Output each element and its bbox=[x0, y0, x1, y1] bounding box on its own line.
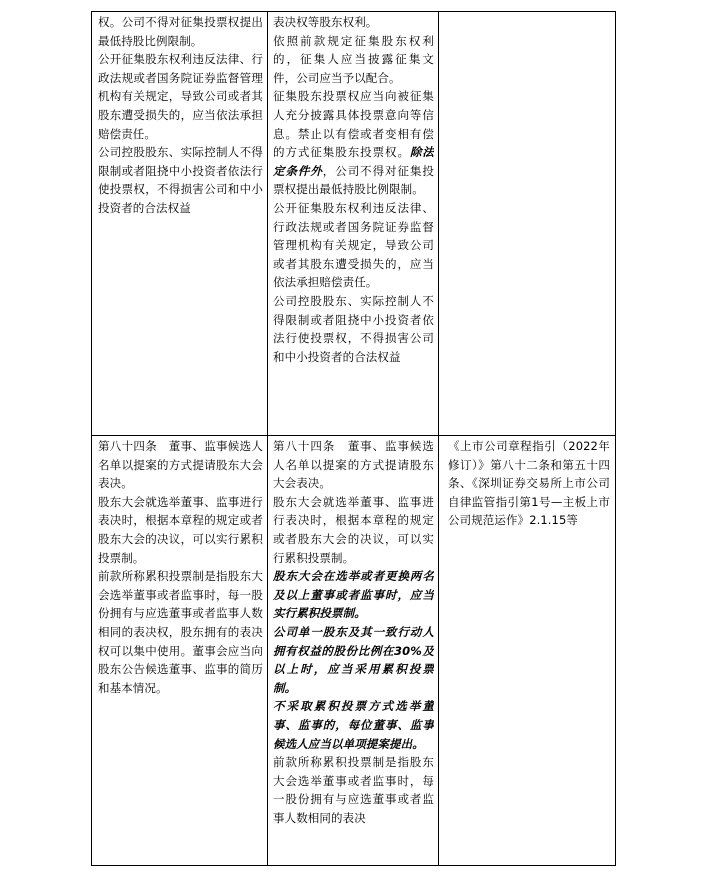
row1-revised-para-2: 依照前款规定征集股东权利的，征集人应当披露征集文件，公司应当予以配合。 bbox=[273, 33, 434, 85]
row2-revised-para-3: 股东大会在选举或者更换两名及以上董事或者监事时，应当实行累积投票制。 bbox=[273, 569, 434, 621]
row1-revised-para-3 bbox=[273, 87, 434, 199]
row1-basis-cell bbox=[444, 13, 610, 433]
row1-revised-para-1: 表决权等股东权利。 bbox=[273, 15, 378, 29]
column-divider-2 bbox=[438, 12, 439, 865]
row2-basis-para-1: 《上市公司章程指引（2022年修订）》第八十二条和第五十四条、《深圳证券交易所上市公司自律监管指引第1号—主板上市公司规范运作》2.1.15等 bbox=[448, 439, 610, 528]
row1-original-para-2: 公开征集股东权利违反法律、行政法规或者国务院证券监督管理机构有关规定，导致公司或者其股东遭受损失的，应当依法承担赔偿责任。 bbox=[98, 52, 263, 141]
row2-original-para-3: 前款所称累积投票制是指股东大会选举董事或者监事时，每一股份拥有与应选董事或者监事人数相同的表决权，股东拥有的表决权可以集中使用。董事会应当向股东公告候选董事、监事的简历和基本情况。 bbox=[98, 569, 263, 695]
row2-original-para-1: 第八十四条 董事、监事候选人名单以提案的方式提请股东大会表决。 bbox=[98, 439, 263, 491]
row1-revised-cell bbox=[273, 13, 434, 433]
row1-revised-para-3-text-b: ，公司不得对征集投票权提出最低持股比例限制。 bbox=[273, 163, 434, 197]
row1-original-cell bbox=[98, 13, 263, 433]
row-divider bbox=[92, 435, 615, 436]
column-divider-1 bbox=[267, 12, 268, 865]
row1-revised-para-4: 公开征集股东权利违反法律、行政法规或者国务院证券监督管理机构有关规定，导致公司或者其股东遭受损失的，应当依法承担赔偿责任。 bbox=[273, 200, 434, 290]
row2-original-cell bbox=[98, 437, 263, 865]
row2-revised-cell bbox=[273, 437, 434, 865]
row1-revised-para-5: 公司控股股东、实际控制人不得限制或者阻挠中小投资者依法行使投票权，不得损害公司和中小投资者的合法权益 bbox=[273, 293, 434, 364]
row2-revised-para-4: 公司单一股东及其一致行动人拥有权益的股份比例在30%及以上时，应当采用累积投票制。 bbox=[273, 624, 434, 695]
row2-revised-para-6: 前款所称累积投票制是指股东大会选举董事或者监事时，每一股份拥有与应选董事或者监事人数相同的表决 bbox=[273, 755, 434, 825]
row1-revised-para-3-text-a: 征集股东投票权应当向被征集人充分披露具体投票意向等信息。禁止以有偿或者变相有偿的方式征集股东投票权。 bbox=[273, 89, 434, 160]
row2-revised-para-1: 第八十四条 董事、监事候选人名单以提案的方式提请股东大会表决。 bbox=[273, 439, 434, 491]
row2-revised-para-2: 股东大会就选举董事、监事进行表决时，根据本章程的规定或者股东大会的决议，可以实行累积投票制。 bbox=[273, 494, 434, 565]
row1-original-para-3: 公司控股股东、实际控制人不得限制或者阻挠中小投资者依法行使投票权，不得损害公司和中小投资者的合法权益 bbox=[98, 145, 263, 215]
row1-original-para-1: 权。公司不得对征集投票权提出最低持股比例限制。 bbox=[98, 15, 263, 48]
row2-basis-cell bbox=[448, 437, 610, 865]
row2-original-para-2: 股东大会就选举董事、监事进行表决时，根据本章程的规定或者股东大会的决议，可以实行累积投票制。 bbox=[98, 494, 263, 565]
row2-revised-para-5: 不采取累积投票方式选举董事、监事的，每位董事、监事候选人应当以单项提案提出。 bbox=[273, 699, 434, 751]
row1-revised-para-3-emphasis: 除法定条件外 bbox=[273, 145, 434, 178]
comparison-table bbox=[91, 11, 616, 866]
